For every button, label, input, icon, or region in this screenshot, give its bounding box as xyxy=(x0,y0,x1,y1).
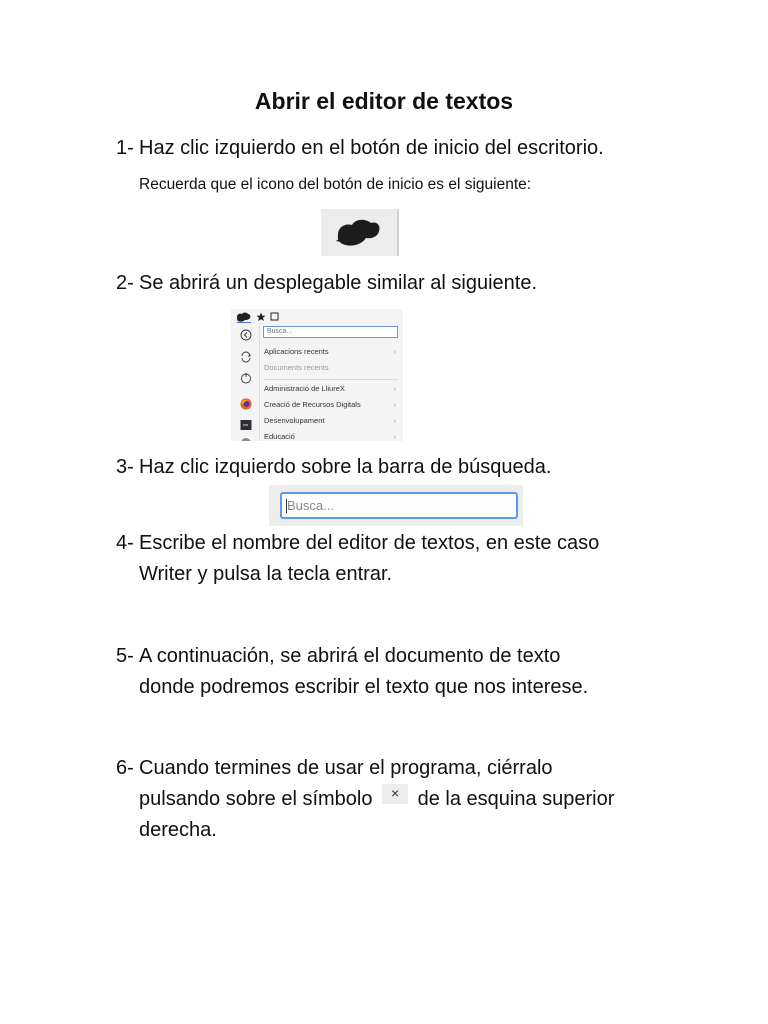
menu-item[interactable] xyxy=(264,362,398,374)
page-title: Abrir el editor de textos xyxy=(254,88,514,114)
menu-item-label: Educació xyxy=(264,432,295,441)
step-2 xyxy=(0,268,768,299)
menu-search-input[interactable]: Busca... xyxy=(263,326,398,338)
menu-item-label: Aplicacions recents xyxy=(264,347,329,356)
launcher-menu-screenshot xyxy=(231,309,403,441)
step-number: 1- xyxy=(116,137,134,159)
square-icon xyxy=(271,313,278,320)
step-6 xyxy=(0,753,768,846)
close-icon: × xyxy=(382,784,408,804)
step-4 xyxy=(0,528,768,590)
step-text-part: pulsando sobre el símbolo xyxy=(139,788,373,810)
step-text-line: derecha. xyxy=(139,819,217,841)
terminal-icon[interactable] xyxy=(240,419,252,431)
step-text-part: de la esquina superior xyxy=(417,788,615,810)
step-3 xyxy=(0,452,768,483)
menu-item[interactable] xyxy=(264,399,398,411)
step-text: Haz clic izquierdo sobre la barra de búsqueda. xyxy=(139,456,552,478)
menu-item[interactable] xyxy=(264,431,398,441)
text-caret xyxy=(286,499,287,513)
step-1 xyxy=(0,133,768,164)
menu-item-label: Administració de LliureX xyxy=(264,384,345,393)
menu-item[interactable] xyxy=(264,415,398,427)
chevron-right-icon: › xyxy=(393,400,396,409)
menu-item-label: Creació de Recursos Digitals xyxy=(264,400,361,409)
step-text: Haz clic izquierdo en el botón de inicio del escritorio. xyxy=(139,137,604,159)
chevron-right-icon: › xyxy=(393,416,396,425)
step-text-line: Writer y pulsa la tecla entrar. xyxy=(139,563,393,585)
menu-item[interactable] xyxy=(264,383,398,395)
step-number: 6- xyxy=(116,757,134,779)
chevron-right-icon: › xyxy=(393,384,396,393)
start-icon-note: Recuerda que el icono del botón de inicio es el siguiente: xyxy=(139,176,532,193)
power-icon[interactable] xyxy=(240,372,252,384)
refresh-icon[interactable] xyxy=(240,351,252,363)
search-input[interactable] xyxy=(280,492,518,519)
step-5 xyxy=(0,641,768,703)
step-number: 4- xyxy=(116,532,134,554)
menu-tab-icons xyxy=(235,311,279,321)
menu-item-label: Documents recents xyxy=(264,363,329,372)
step-text-line: Escribe el nombre del editor de textos, en este caso xyxy=(139,532,600,554)
search-placeholder: Busca... xyxy=(287,498,334,513)
start-menu-icon xyxy=(321,209,397,256)
step-text-line: donde podremos escribir el texto que nos interese. xyxy=(139,676,589,698)
menu-item-label: Desenvolupament xyxy=(264,416,325,425)
menu-divider xyxy=(264,379,398,380)
step-text-line: Cuando termines de usar el programa, ciérralo xyxy=(139,757,553,779)
star-icon xyxy=(257,313,266,322)
step-number: 3- xyxy=(116,456,134,478)
menu-item[interactable] xyxy=(264,346,398,358)
firefox-icon[interactable] xyxy=(240,398,252,410)
step-text: Se abrirá un desplegable similar al siguiente. xyxy=(139,272,538,294)
back-icon[interactable] xyxy=(240,329,252,341)
education-icon[interactable] xyxy=(240,437,252,441)
chevron-right-icon: › xyxy=(393,347,396,356)
step-text-line: A continuación, se abrirá el documento de texto xyxy=(139,645,561,667)
start-menu-icon xyxy=(237,313,250,322)
start-button-image xyxy=(321,209,399,256)
step-number: 2- xyxy=(116,272,134,294)
search-bar-screenshot xyxy=(269,485,523,526)
step-text-line xyxy=(139,784,699,815)
step-number: 5- xyxy=(116,645,134,667)
chevron-right-icon: › xyxy=(393,432,396,441)
